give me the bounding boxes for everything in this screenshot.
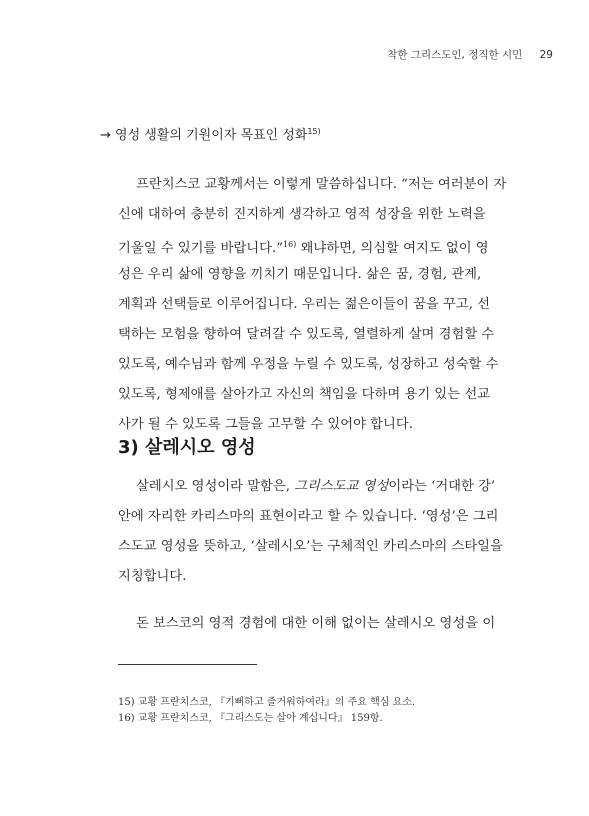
- paragraph-1-line-1: 프란치스코 교황께서는 이렇게 말씀하십니다. “저는 여러분이 자: [136, 177, 507, 192]
- section-title: 3) 살레시오 영성: [118, 437, 256, 458]
- paragraph-1-line-6: 택하는 모험을 향하여 달려갈 수 있도록, 열렬하게 살며 경험할 수: [118, 327, 495, 342]
- paragraph-2-line-1-end: 이라는 ‘거대한 강’: [388, 479, 496, 494]
- paragraph-3: [118, 609, 515, 639]
- sub-heading: [100, 124, 321, 143]
- paragraph-2-line-1: [118, 472, 515, 502]
- paragraph-1-line-7: 있도록, 예수님과 함께 우정을 누릴 수 있도록, 성장하고 성숙할 수: [118, 357, 499, 372]
- paragraph-3-line-1: 돈 보스코의 영적 경험에 대한 이해 없이는 살레시오 영성을 이: [136, 616, 496, 631]
- page-number: 29: [539, 49, 553, 61]
- paragraph-2-line-4: 지칭합니다.: [118, 569, 187, 584]
- footnote-15: 15) 교황 프란치스코, 『기뻐하고 즐거워하여라』의 주요 핵심 요소.: [118, 697, 416, 708]
- paragraph-1: [118, 170, 515, 440]
- footnote-ref-15: 15): [307, 127, 321, 136]
- sub-heading-text: → 영성 생활의 기원이자 목표인 성화: [100, 128, 308, 143]
- running-header: [387, 47, 553, 62]
- paragraph-1-line-4: 성은 우리 삶에 영향을 끼치기 때문입니다. 삶은 꿈, 경험, 관계,: [118, 267, 482, 282]
- paragraph-2-emphasis: 그리스도교 영성: [294, 479, 389, 494]
- footnote-16: 16) 교황 프란치스코, 『그리스도는 살아 계십니다』 159항.: [118, 713, 383, 724]
- running-title: 착한 그리스도인, 정직한 시민: [387, 49, 523, 61]
- paragraph-2: [118, 472, 515, 592]
- paragraph-1-line-3-end: 왜냐하면, 의심할 여지도 없이 영: [296, 241, 489, 256]
- footnote-divider: [118, 664, 257, 665]
- paragraph-1-line-8: 있도록, 형제애를 살아가고 자신의 책임을 다하며 용기 있는 선교: [118, 387, 491, 402]
- footnotes: [118, 695, 518, 727]
- paragraph-1-line-3-start: 기울일 수 있기를 바랍니다.”: [118, 241, 283, 256]
- paragraph-1-line-9: 사가 될 수 있도록 그들을 고무할 수 있어야 합니다.: [118, 417, 413, 432]
- paragraph-1-line-2: 신에 대하여 충분히 진지하게 생각하고 영적 성장을 위한 노력을: [118, 207, 486, 222]
- paragraph-2-line-2: 안에 자리한 카리스마의 표현이라고 할 수 있습니다. ‘영성’은 그리: [118, 509, 499, 524]
- paragraph-1-line-5: 계획과 선택들로 이루어집니다. 우리는 젊은이들이 꿈을 꾸고, 선: [118, 297, 491, 312]
- paragraph-2-line-3: 스도교 영성을 뜻하고, ‘살레시오’는 구체적인 카리스마의 스타일을: [118, 539, 503, 554]
- footnote-ref-16: 16): [283, 240, 297, 249]
- paragraph-2-line-1-start: 살레시오 영성이라 말함은,: [136, 479, 295, 494]
- paragraph-1-line-3: [118, 230, 515, 260]
